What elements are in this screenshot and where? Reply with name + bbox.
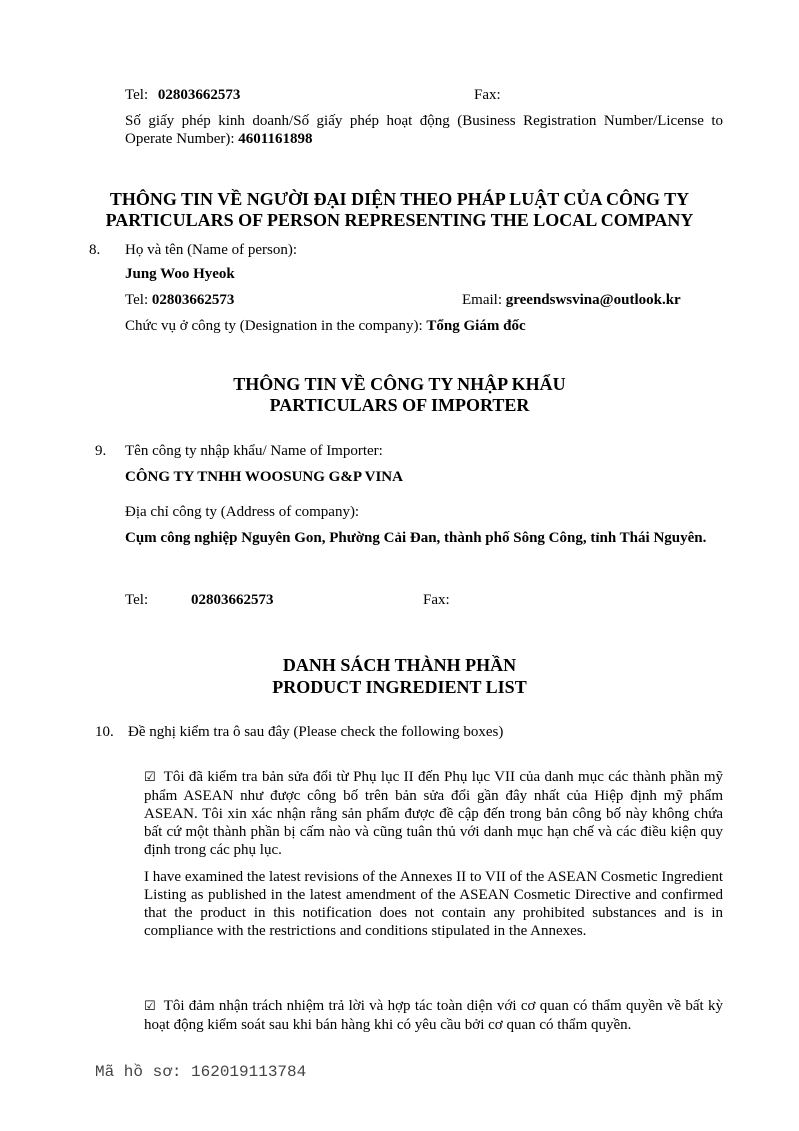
ingredients-item-number: 10. [95,724,114,740]
representative-name-value: Jung Woo Hyeok [125,266,235,282]
company-license-label: Số giấy phép kinh doanh/Số giấy phép hoạt động (Business Registration Number/License to Operate Number): [125,113,723,147]
importer-fax-label: Fax: [423,592,450,608]
representative-designation [125,317,526,335]
importer-address-label: Địa chỉ công ty (Address of company): [125,504,360,520]
importer-tel-value: 02803662573 [191,592,274,608]
check1-vi-text: Tôi đã kiểm tra bản sửa đổi từ Phụ lục II đến Phụ lục VII của danh mục các thành phần mỹ phẩm ASEAN như được công bố trên bản sửa đổi gần đây nhất của Hiệp định mỹ phẩm ASEAN. Tôi xin xác nhận rằng sản phẩm được đề cập đến trong bản công bố này không chứa bất cứ một thành phần bị cấm nào và cũng tuân thủ với danh mục hạn chế và các điều kiện quy định trong các phụ lục. [144,769,723,858]
importer-name-value: CÔNG TY TNHH WOOSUNG G&P VINA [125,469,403,485]
check1-en: I have examined the latest revisions of the Annexes II to VII of the ASEAN Cosmetic Ingredient Listing as published in the latest amendment of the ASEAN Cosmetic Directive and confirmed that the product in this notification does not contain any prohibited substances and is in compliance with the restrictions and conditions stipulated in the Annexes. [144,869,723,939]
check2-vi-text: Tôi đảm nhận trách nhiệm trả lời và hợp tác toàn diện với cơ quan có thẩm quyền về bất kỳ hoạt động kiểm soát sau khi bán hàng khi có yêu cầu bởi cơ quan có thẩm quyền. [144,998,723,1033]
company-fax-label: Fax: [474,87,501,103]
ingredients-heading-en: PRODUCT INGREDIENT LIST [272,677,527,697]
representative-tel [125,291,234,309]
importer-address-value: Cụm công nghiệp Nguyên Gon, Phường Cải Đan, thành phố Sông Công, tỉnh Thái Nguyên. [125,530,707,546]
representative-designation-label: Chức vụ ở công ty (Designation in the company): [125,318,423,334]
checkbox-checked-icon[interactable]: ☑ [144,999,156,1014]
record-code: Mã hồ sơ: 162019113784 [95,1063,307,1081]
company-tel-label: Tel: [125,87,149,103]
representative-designation-value: Tổng Giám đốc [426,318,526,334]
representative-heading-vi: THÔNG TIN VỀ NGƯỜI ĐẠI DIỆN THEO PHÁP LUẬT CỦA CÔNG TY [109,189,690,209]
representative-email-label: Email: [462,292,502,308]
representative-tel-label: Tel: [125,292,149,308]
representative-email [462,291,681,309]
check2-vi [144,997,723,1034]
ingredients-heading-vi: DANH SÁCH THÀNH PHẦN [282,655,517,675]
representative-email-value: greendswsvina@outlook.kr [505,292,681,308]
importer-heading-en: PARTICULARS OF IMPORTER [269,395,530,415]
company-license-value: 4601161898 [238,131,313,147]
checkbox-checked-icon[interactable]: ☑ [144,770,156,785]
representative-tel-value: 02803662573 [151,292,235,308]
importer-name-label: Tên công ty nhập khẩu/ Name of Importer: [125,443,383,459]
representative-heading-en: PARTICULARS OF PERSON REPRESENTING THE LOCAL COMPANY [105,210,694,230]
importer-heading-vi: THÔNG TIN VỀ CÔNG TY NHẬP KHẨU [233,374,566,394]
importer-item-number: 9. [95,443,107,459]
company-tel [125,86,240,104]
representative-name-label: Họ và tên (Name of person): [125,242,298,258]
company-tel-value: 02803662573 [157,87,241,103]
ingredients-instruction: Đề nghị kiểm tra ô sau đây (Please check the following boxes) [128,724,504,740]
company-license [125,112,723,148]
representative-item-number: 8. [89,242,101,258]
check1-vi [144,768,723,859]
importer-tel-label: Tel: [125,592,149,608]
